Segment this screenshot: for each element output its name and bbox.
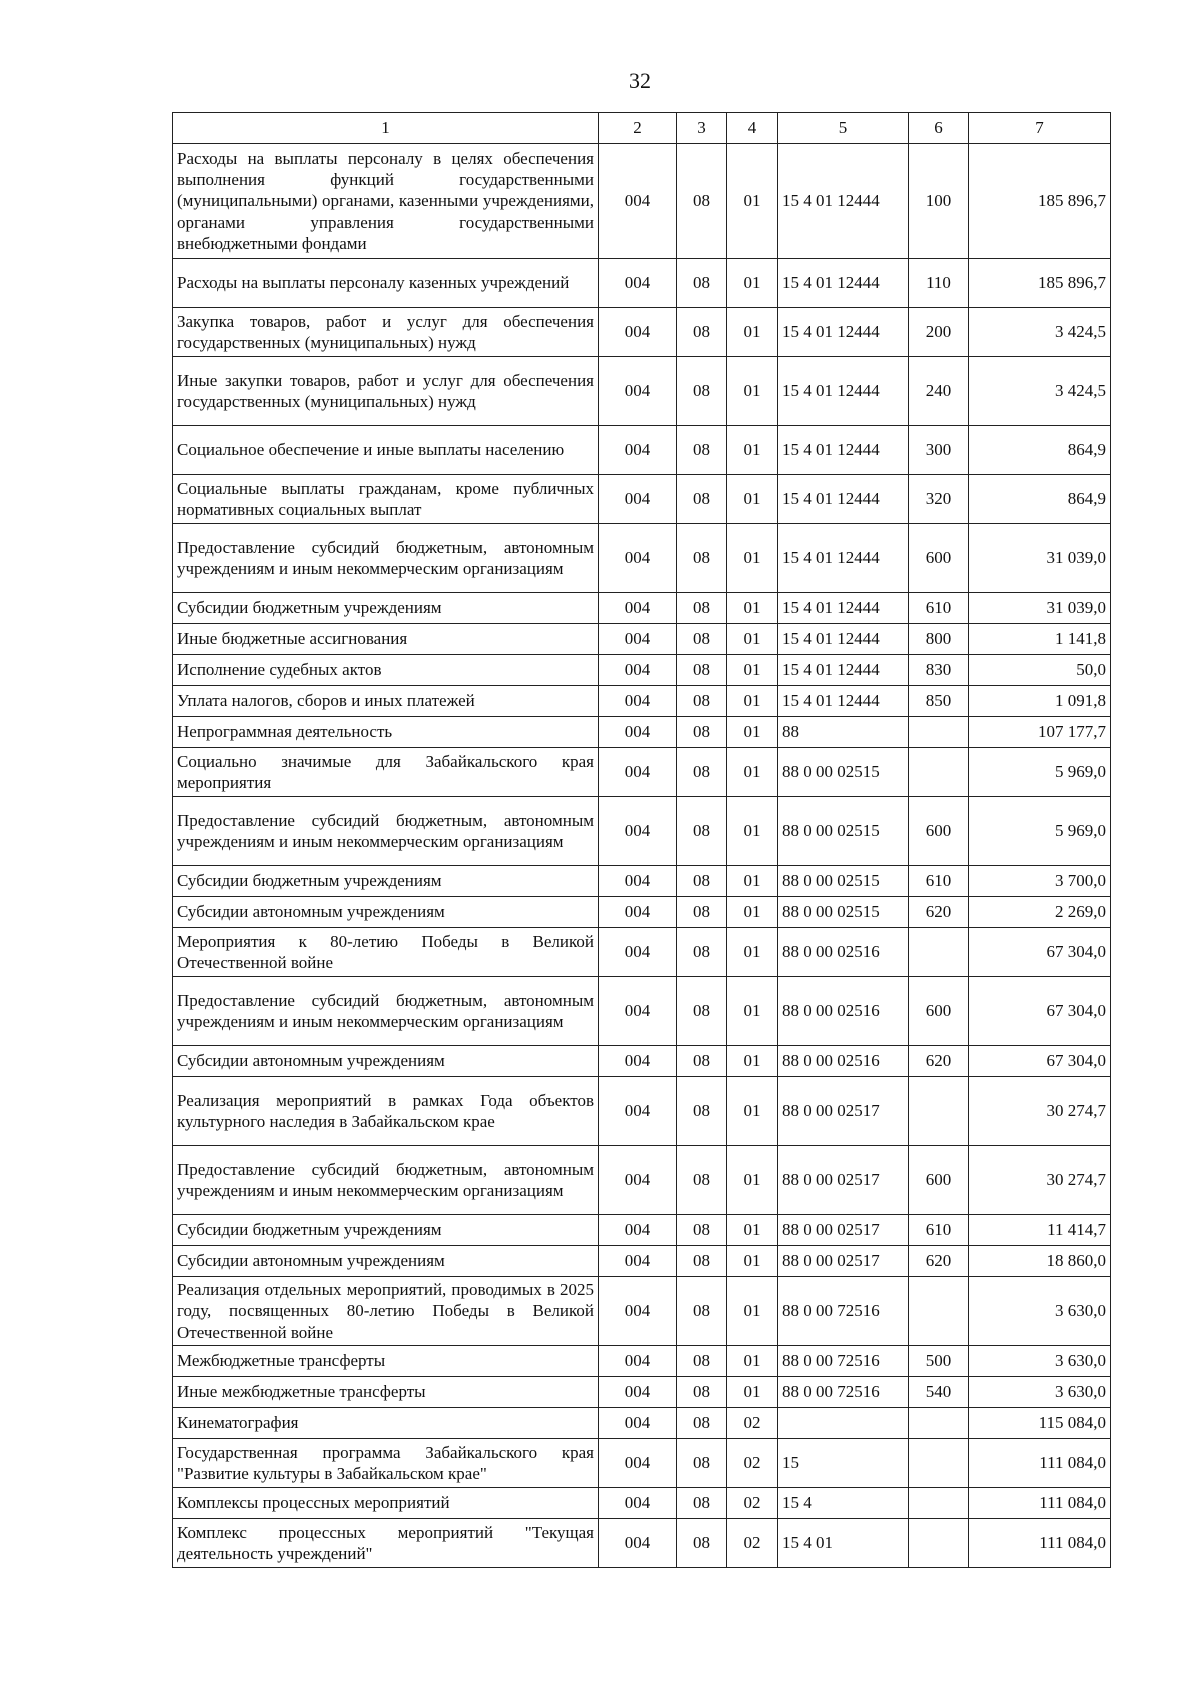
target-article-cell: 15 <box>778 1439 909 1488</box>
subsection-code-cell: 01 <box>727 717 778 748</box>
subsection-code-cell: 02 <box>727 1519 778 1568</box>
amount-cell: 50,0 <box>969 655 1111 686</box>
section-code-cell: 08 <box>677 797 727 866</box>
expense-type-cell: 620 <box>909 1046 969 1077</box>
section-code-cell: 08 <box>677 357 727 426</box>
table-row <box>173 1246 1111 1277</box>
target-article-cell: 15 4 01 12444 <box>778 524 909 593</box>
target-article-cell: 15 4 01 12444 <box>778 686 909 717</box>
section-code-cell: 08 <box>677 1377 727 1408</box>
header-cell: 4 <box>727 113 778 144</box>
ministry-code-cell: 004 <box>599 1519 677 1568</box>
section-code-cell: 08 <box>677 897 727 928</box>
section-code-cell: 08 <box>677 1146 727 1215</box>
expense-type-cell: 320 <box>909 475 969 524</box>
table-row <box>173 426 1111 475</box>
ministry-code-cell: 004 <box>599 308 677 357</box>
table-row <box>173 524 1111 593</box>
header-cell: 3 <box>677 113 727 144</box>
section-code-cell: 08 <box>677 144 727 259</box>
amount-cell: 3 630,0 <box>969 1346 1111 1377</box>
row-name-cell: Социально значимые для Забайкальского края мероприятия <box>173 748 599 797</box>
table-row <box>173 1215 1111 1246</box>
ministry-code-cell: 004 <box>599 1215 677 1246</box>
amount-cell: 67 304,0 <box>969 1046 1111 1077</box>
target-article-cell: 88 0 00 72516 <box>778 1277 909 1346</box>
target-article-cell: 15 4 01 12444 <box>778 259 909 308</box>
section-code-cell: 08 <box>677 748 727 797</box>
expense-type-cell <box>909 1077 969 1146</box>
table-row <box>173 897 1111 928</box>
target-article-cell: 15 4 01 <box>778 1519 909 1568</box>
ministry-code-cell: 004 <box>599 655 677 686</box>
subsection-code-cell: 01 <box>727 748 778 797</box>
ministry-code-cell: 004 <box>599 524 677 593</box>
expense-type-cell: 600 <box>909 977 969 1046</box>
amount-cell: 864,9 <box>969 426 1111 475</box>
amount-cell: 31 039,0 <box>969 593 1111 624</box>
section-code-cell: 08 <box>677 475 727 524</box>
row-name-cell: Кинематография <box>173 1408 599 1439</box>
section-code-cell: 08 <box>677 1346 727 1377</box>
section-code-cell: 08 <box>677 1488 727 1519</box>
table-row <box>173 1439 1111 1488</box>
target-article-cell: 88 0 00 02517 <box>778 1215 909 1246</box>
ministry-code-cell: 004 <box>599 1346 677 1377</box>
section-code-cell: 08 <box>677 1077 727 1146</box>
target-article-cell: 88 0 00 72516 <box>778 1377 909 1408</box>
row-name-cell: Расходы на выплаты персоналу казенных учреждений <box>173 259 599 308</box>
section-code-cell: 08 <box>677 1246 727 1277</box>
subsection-code-cell: 01 <box>727 475 778 524</box>
amount-cell: 1 141,8 <box>969 624 1111 655</box>
target-article-cell: 15 4 01 12444 <box>778 144 909 259</box>
ministry-code-cell: 004 <box>599 426 677 475</box>
row-name-cell: Предоставление субсидий бюджетным, автономным учреждениям и иным некоммерческим организациям <box>173 524 599 593</box>
expense-type-cell <box>909 1519 969 1568</box>
target-article-cell: 88 0 00 72516 <box>778 1346 909 1377</box>
expense-type-cell: 200 <box>909 308 969 357</box>
row-name-cell: Иные закупки товаров, работ и услуг для обеспечения государственных (муниципальных) нужд <box>173 357 599 426</box>
subsection-code-cell: 01 <box>727 1377 778 1408</box>
row-name-cell: Иные бюджетные ассигнования <box>173 624 599 655</box>
subsection-code-cell: 01 <box>727 624 778 655</box>
ministry-code-cell: 004 <box>599 624 677 655</box>
row-name-cell: Государственная программа Забайкальского края "Развитие культуры в Забайкальском крае" <box>173 1439 599 1488</box>
subsection-code-cell: 01 <box>727 1146 778 1215</box>
table-row <box>173 797 1111 866</box>
target-article-cell: 15 4 01 12444 <box>778 655 909 686</box>
target-article-cell: 15 4 01 12444 <box>778 593 909 624</box>
subsection-code-cell: 02 <box>727 1408 778 1439</box>
table-row <box>173 977 1111 1046</box>
expense-type-cell: 100 <box>909 144 969 259</box>
table-body <box>173 144 1111 1568</box>
amount-cell: 31 039,0 <box>969 524 1111 593</box>
expense-type-cell <box>909 1488 969 1519</box>
ministry-code-cell: 004 <box>599 1439 677 1488</box>
section-code-cell: 08 <box>677 977 727 1046</box>
subsection-code-cell: 01 <box>727 928 778 977</box>
expense-type-cell: 620 <box>909 1246 969 1277</box>
amount-cell: 5 969,0 <box>969 797 1111 866</box>
section-code-cell: 08 <box>677 1408 727 1439</box>
header-cell: 2 <box>599 113 677 144</box>
subsection-code-cell: 01 <box>727 308 778 357</box>
ministry-code-cell: 004 <box>599 259 677 308</box>
subsection-code-cell: 01 <box>727 655 778 686</box>
amount-cell: 3 424,5 <box>969 308 1111 357</box>
target-article-cell: 88 0 00 02515 <box>778 897 909 928</box>
amount-cell: 3 424,5 <box>969 357 1111 426</box>
table-row <box>173 308 1111 357</box>
amount-cell: 67 304,0 <box>969 928 1111 977</box>
subsection-code-cell: 01 <box>727 1277 778 1346</box>
ministry-code-cell: 004 <box>599 1046 677 1077</box>
expense-type-cell <box>909 717 969 748</box>
amount-cell: 115 084,0 <box>969 1408 1111 1439</box>
row-name-cell: Иные межбюджетные трансферты <box>173 1377 599 1408</box>
subsection-code-cell: 01 <box>727 1215 778 1246</box>
expense-type-cell <box>909 1439 969 1488</box>
table-row <box>173 1408 1111 1439</box>
expense-type-cell: 600 <box>909 1146 969 1215</box>
target-article-cell: 88 0 00 02517 <box>778 1146 909 1215</box>
expense-type-cell <box>909 748 969 797</box>
table-row <box>173 357 1111 426</box>
subsection-code-cell: 01 <box>727 686 778 717</box>
target-article-cell: 15 4 01 12444 <box>778 357 909 426</box>
expense-type-cell: 600 <box>909 524 969 593</box>
table-row <box>173 655 1111 686</box>
section-code-cell: 08 <box>677 1277 727 1346</box>
section-code-cell: 08 <box>677 655 727 686</box>
subsection-code-cell: 01 <box>727 357 778 426</box>
subsection-code-cell: 01 <box>727 259 778 308</box>
section-code-cell: 08 <box>677 426 727 475</box>
amount-cell: 864,9 <box>969 475 1111 524</box>
row-name-cell: Субсидии автономным учреждениям <box>173 1046 599 1077</box>
ministry-code-cell: 004 <box>599 686 677 717</box>
table-row <box>173 748 1111 797</box>
ministry-code-cell: 004 <box>599 797 677 866</box>
expense-type-cell <box>909 928 969 977</box>
target-article-cell: 15 4 01 12444 <box>778 308 909 357</box>
target-article-cell: 88 0 00 02516 <box>778 1046 909 1077</box>
section-code-cell: 08 <box>677 1215 727 1246</box>
ministry-code-cell: 004 <box>599 928 677 977</box>
target-article-cell: 15 4 <box>778 1488 909 1519</box>
table-row <box>173 1277 1111 1346</box>
row-name-cell: Исполнение судебных актов <box>173 655 599 686</box>
target-article-cell: 88 <box>778 717 909 748</box>
target-article-cell: 88 0 00 02517 <box>778 1077 909 1146</box>
table-row <box>173 144 1111 259</box>
expense-type-cell: 110 <box>909 259 969 308</box>
amount-cell: 185 896,7 <box>969 259 1111 308</box>
expense-type-cell: 600 <box>909 797 969 866</box>
row-name-cell: Расходы на выплаты персоналу в целях обеспечения выполнения функций государственными (муниципальными) органами, казенными учреждениями, органами управления государственными внебюджетными фондами <box>173 144 599 259</box>
target-article-cell: 15 4 01 12444 <box>778 624 909 655</box>
amount-cell: 11 414,7 <box>969 1215 1111 1246</box>
amount-cell: 67 304,0 <box>969 977 1111 1046</box>
subsection-code-cell: 02 <box>727 1439 778 1488</box>
amount-cell: 3 630,0 <box>969 1277 1111 1346</box>
header-cell: 1 <box>173 113 599 144</box>
target-article-cell: 88 0 00 02516 <box>778 928 909 977</box>
expense-type-cell <box>909 1277 969 1346</box>
header-row <box>173 113 1111 144</box>
amount-cell: 3 700,0 <box>969 866 1111 897</box>
ministry-code-cell: 004 <box>599 357 677 426</box>
row-name-cell: Социальные выплаты гражданам, кроме публичных нормативных социальных выплат <box>173 475 599 524</box>
target-article-cell: 88 0 00 02517 <box>778 1246 909 1277</box>
amount-cell: 107 177,7 <box>969 717 1111 748</box>
ministry-code-cell: 004 <box>599 1246 677 1277</box>
ministry-code-cell: 004 <box>599 1146 677 1215</box>
subsection-code-cell: 01 <box>727 977 778 1046</box>
row-name-cell: Уплата налогов, сборов и иных платежей <box>173 686 599 717</box>
amount-cell: 30 274,7 <box>969 1146 1111 1215</box>
target-article-cell: 88 0 00 02515 <box>778 797 909 866</box>
section-code-cell: 08 <box>677 593 727 624</box>
table-row <box>173 717 1111 748</box>
section-code-cell: 08 <box>677 1519 727 1568</box>
budget-table <box>172 112 1111 1568</box>
amount-cell: 1 091,8 <box>969 686 1111 717</box>
table-row <box>173 259 1111 308</box>
amount-cell: 185 896,7 <box>969 144 1111 259</box>
header-cell: 5 <box>778 113 909 144</box>
section-code-cell: 08 <box>677 624 727 655</box>
target-article-cell: 15 4 01 12444 <box>778 475 909 524</box>
row-name-cell: Межбюджетные трансферты <box>173 1346 599 1377</box>
table-row <box>173 1377 1111 1408</box>
row-name-cell: Субсидии бюджетным учреждениям <box>173 593 599 624</box>
expense-type-cell <box>909 1408 969 1439</box>
subsection-code-cell: 01 <box>727 1246 778 1277</box>
expense-type-cell: 800 <box>909 624 969 655</box>
expense-type-cell: 240 <box>909 357 969 426</box>
ministry-code-cell: 004 <box>599 1377 677 1408</box>
section-code-cell: 08 <box>677 524 727 593</box>
expense-type-cell: 850 <box>909 686 969 717</box>
row-name-cell: Реализация мероприятий в рамках Года объектов культурного наследия в Забайкальском крае <box>173 1077 599 1146</box>
row-name-cell: Предоставление субсидий бюджетным, автономным учреждениям и иным некоммерческим организациям <box>173 977 599 1046</box>
row-name-cell: Комплексы процессных мероприятий <box>173 1488 599 1519</box>
subsection-code-cell: 01 <box>727 426 778 475</box>
table-row <box>173 1346 1111 1377</box>
table-row <box>173 1146 1111 1215</box>
ministry-code-cell: 004 <box>599 475 677 524</box>
row-name-cell: Субсидии автономным учреждениям <box>173 1246 599 1277</box>
subsection-code-cell: 01 <box>727 524 778 593</box>
row-name-cell: Предоставление субсидий бюджетным, автономным учреждениям и иным некоммерческим организациям <box>173 797 599 866</box>
target-article-cell: 88 0 00 02515 <box>778 866 909 897</box>
section-code-cell: 08 <box>677 928 727 977</box>
target-article-cell <box>778 1408 909 1439</box>
subsection-code-cell: 01 <box>727 1077 778 1146</box>
expense-type-cell: 610 <box>909 1215 969 1246</box>
expense-type-cell: 300 <box>909 426 969 475</box>
ministry-code-cell: 004 <box>599 144 677 259</box>
amount-cell: 18 860,0 <box>969 1246 1111 1277</box>
row-name-cell: Мероприятия к 80-летию Победы в Великой Отечественной войне <box>173 928 599 977</box>
amount-cell: 5 969,0 <box>969 748 1111 797</box>
subsection-code-cell: 01 <box>727 897 778 928</box>
ministry-code-cell: 004 <box>599 1488 677 1519</box>
ministry-code-cell: 004 <box>599 866 677 897</box>
ministry-code-cell: 004 <box>599 1077 677 1146</box>
expense-type-cell: 500 <box>909 1346 969 1377</box>
section-code-cell: 08 <box>677 1439 727 1488</box>
row-name-cell: Социальное обеспечение и иные выплаты населению <box>173 426 599 475</box>
row-name-cell: Непрограммная деятельность <box>173 717 599 748</box>
expense-type-cell: 540 <box>909 1377 969 1408</box>
amount-cell: 30 274,7 <box>969 1077 1111 1146</box>
ministry-code-cell: 004 <box>599 1408 677 1439</box>
table-row <box>173 1488 1111 1519</box>
ministry-code-cell: 004 <box>599 977 677 1046</box>
expense-type-cell: 610 <box>909 866 969 897</box>
table-row <box>173 686 1111 717</box>
target-article-cell: 15 4 01 12444 <box>778 426 909 475</box>
header-cell: 6 <box>909 113 969 144</box>
section-code-cell: 08 <box>677 308 727 357</box>
subsection-code-cell: 01 <box>727 866 778 897</box>
subsection-code-cell: 01 <box>727 797 778 866</box>
ministry-code-cell: 004 <box>599 593 677 624</box>
row-name-cell: Субсидии автономным учреждениям <box>173 897 599 928</box>
ministry-code-cell: 004 <box>599 748 677 797</box>
table-row <box>173 1519 1111 1568</box>
section-code-cell: 08 <box>677 259 727 308</box>
amount-cell: 111 084,0 <box>969 1439 1111 1488</box>
row-name-cell: Комплекс процессных мероприятий "Текущая деятельность учреждений" <box>173 1519 599 1568</box>
row-name-cell: Субсидии бюджетным учреждениям <box>173 1215 599 1246</box>
amount-cell: 111 084,0 <box>969 1519 1111 1568</box>
amount-cell: 111 084,0 <box>969 1488 1111 1519</box>
subsection-code-cell: 01 <box>727 144 778 259</box>
ministry-code-cell: 004 <box>599 717 677 748</box>
amount-cell: 3 630,0 <box>969 1377 1111 1408</box>
section-code-cell: 08 <box>677 717 727 748</box>
table-row <box>173 624 1111 655</box>
table-row <box>173 1046 1111 1077</box>
subsection-code-cell: 01 <box>727 1346 778 1377</box>
subsection-code-cell: 02 <box>727 1488 778 1519</box>
subsection-code-cell: 01 <box>727 1046 778 1077</box>
table-row <box>173 593 1111 624</box>
table-row <box>173 1077 1111 1146</box>
section-code-cell: 08 <box>677 686 727 717</box>
ministry-code-cell: 004 <box>599 1277 677 1346</box>
row-name-cell: Закупка товаров, работ и услуг для обеспечения государственных (муниципальных) нужд <box>173 308 599 357</box>
target-article-cell: 88 0 00 02515 <box>778 748 909 797</box>
table-row <box>173 866 1111 897</box>
row-name-cell: Субсидии бюджетным учреждениям <box>173 866 599 897</box>
table-row <box>173 475 1111 524</box>
expense-type-cell: 830 <box>909 655 969 686</box>
amount-cell: 2 269,0 <box>969 897 1111 928</box>
expense-type-cell: 620 <box>909 897 969 928</box>
expense-type-cell: 610 <box>909 593 969 624</box>
target-article-cell: 88 0 00 02516 <box>778 977 909 1046</box>
row-name-cell: Реализация отдельных мероприятий, проводимых в 2025 году, посвященных 80-летию Победы в Великой Отечественной войне <box>173 1277 599 1346</box>
ministry-code-cell: 004 <box>599 897 677 928</box>
table-row <box>173 928 1111 977</box>
page-number: 32 <box>629 68 651 93</box>
subsection-code-cell: 01 <box>727 593 778 624</box>
row-name-cell: Предоставление субсидий бюджетным, автономным учреждениям и иным некоммерческим организациям <box>173 1146 599 1215</box>
header-cell: 7 <box>969 113 1111 144</box>
section-code-cell: 08 <box>677 1046 727 1077</box>
section-code-cell: 08 <box>677 866 727 897</box>
